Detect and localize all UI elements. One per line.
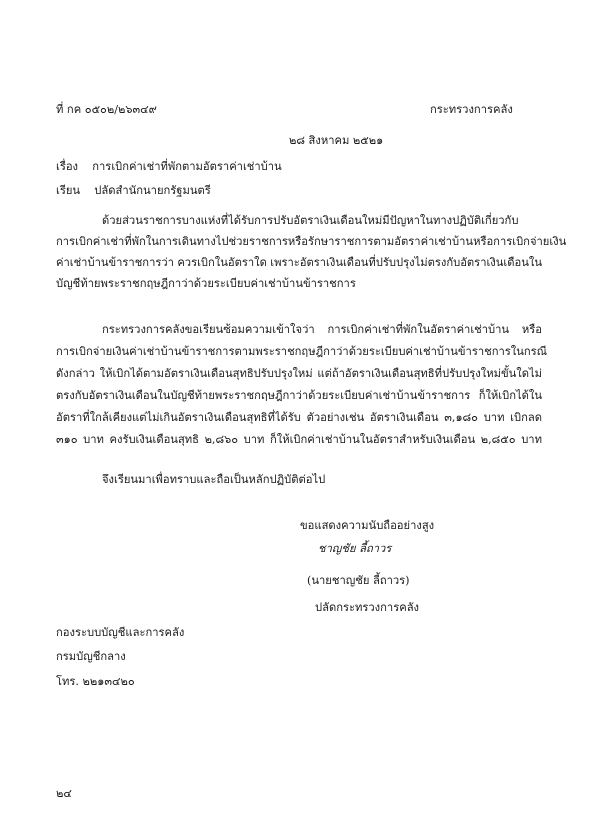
footer-phone: โทร. ๒๒๑๓๔๒๐ — [56, 675, 135, 688]
footer-department: กรมบัญชีกลาง — [56, 650, 126, 663]
subject-line — [56, 160, 282, 174]
recipient-text: ปลัดสำนักนายกรัฐมนตรี — [94, 184, 211, 197]
reference-number: ที่ กค ๐๕๐๒/๒๖๓๔๙ — [56, 103, 157, 116]
recipient-line — [56, 184, 211, 198]
signature: ชาญชัย ลี้ถาวร — [318, 542, 392, 555]
paragraph-2-line-2: การเบิกจ่ายเงินค่าเช่าบ้านข้าราชการตามพระราชกฤษฎีกาว่าด้วยระเบียบค่าเช่าบ้านข้าราชการในกรณี — [56, 345, 548, 358]
paragraph-1-line-3: ค่าเช่าบ้านข้าราชการว่า ควรเบิกในอัตราใด เพราะอัตราเงินเดือนที่ปรับปรุงไม่ตรงกับอัตราเงินเดือนใน — [56, 256, 542, 269]
subject-text: การเบิกค่าเช่าที่พักตามอัตราค่าเช่าบ้าน — [92, 160, 282, 173]
paragraph-2-line-3: ดังกล่าว ให้เบิกได้ตามอัตราเงินเดือนสุทธิปรับปรุงใหม่ แต่ถ้าอัตราเงินเดือนสุทธิที่ปรับปรุงใหม่ขั้นใดไม่ — [56, 367, 542, 380]
ministry-name: กระทรวงการคลัง — [430, 103, 513, 116]
closing-line: จึงเรียนมาเพื่อทราบและถือเป็นหลักปฏิบัติต่อไป — [102, 473, 326, 486]
paragraph-2-line-5: อัตราที่ใกล้เคียงแต่ไม่เกินอัตราเงินเดือนสุทธิที่ได้รับ ตัวอย่างเช่น อัตราเงินเดือน ๓,๑๘๐ บาท เบิกลด — [56, 411, 542, 424]
subject-label: เรื่อง — [56, 160, 79, 173]
paragraph-2-line-4: ตรงกับอัตราเงินเดือนในบัญชีท้ายพระราชกฤษฎีกาว่าด้วยระเบียบค่าเช่าบ้านข้าราชการ ก็ให้เบิกได้ใน — [56, 389, 542, 402]
signatory-name: (นายชาญชัย ลี้ถาวร) — [307, 574, 410, 587]
signatory-position: ปลัดกระทรวงการคลัง — [315, 601, 420, 614]
paragraph-1-line-2: การเบิกค่าเช่าที่พักในการเดินทางไปช่วยราชการหรือรักษาราชการตามอัตราค่าเช่าบ้าน หรือการเบิกจ่ายเงิน — [56, 235, 567, 248]
paragraph-1-line-1: ด้วยส่วนราชการบางแห่งที่ได้รับการปรับอัตราเงินเดือนใหม่มีปัญหาในทางปฏิบัติเกี่ยวกับ — [102, 214, 519, 227]
letter-date: ๒๘ สิงหาคม ๒๕๒๑ — [289, 134, 384, 147]
paragraph-2-line-6: ๓๑๐ บาท คงรับเงินเดือนสุทธิ ๒,๘๖๐ บาท ก็ให้เบิกค่าเช่าบ้านในอัตราสำหรับเงินเดือน ๒,๘๕๐ บาท — [56, 433, 542, 446]
page-number: ๒๔ — [56, 787, 72, 800]
paragraph-1-line-4: บัญชีท้ายพระราชกฤษฎีกาว่าด้วยระเบียบค่าเช่าบ้านข้าราชการ — [56, 277, 356, 290]
footer-division: กองระบบบัญชีและการคลัง — [56, 626, 185, 639]
regards-line: ขอแสดงความนับถืออย่างสูง — [300, 519, 435, 532]
recipient-label: เรียน — [56, 184, 81, 197]
paragraph-2-line-1: กระทรวงการคลังขอเรียนซ้อมความเข้าใจว่า การเบิกค่าเช่าที่พักในอัตราค่าเช่าบ้าน หรือ — [102, 323, 542, 336]
